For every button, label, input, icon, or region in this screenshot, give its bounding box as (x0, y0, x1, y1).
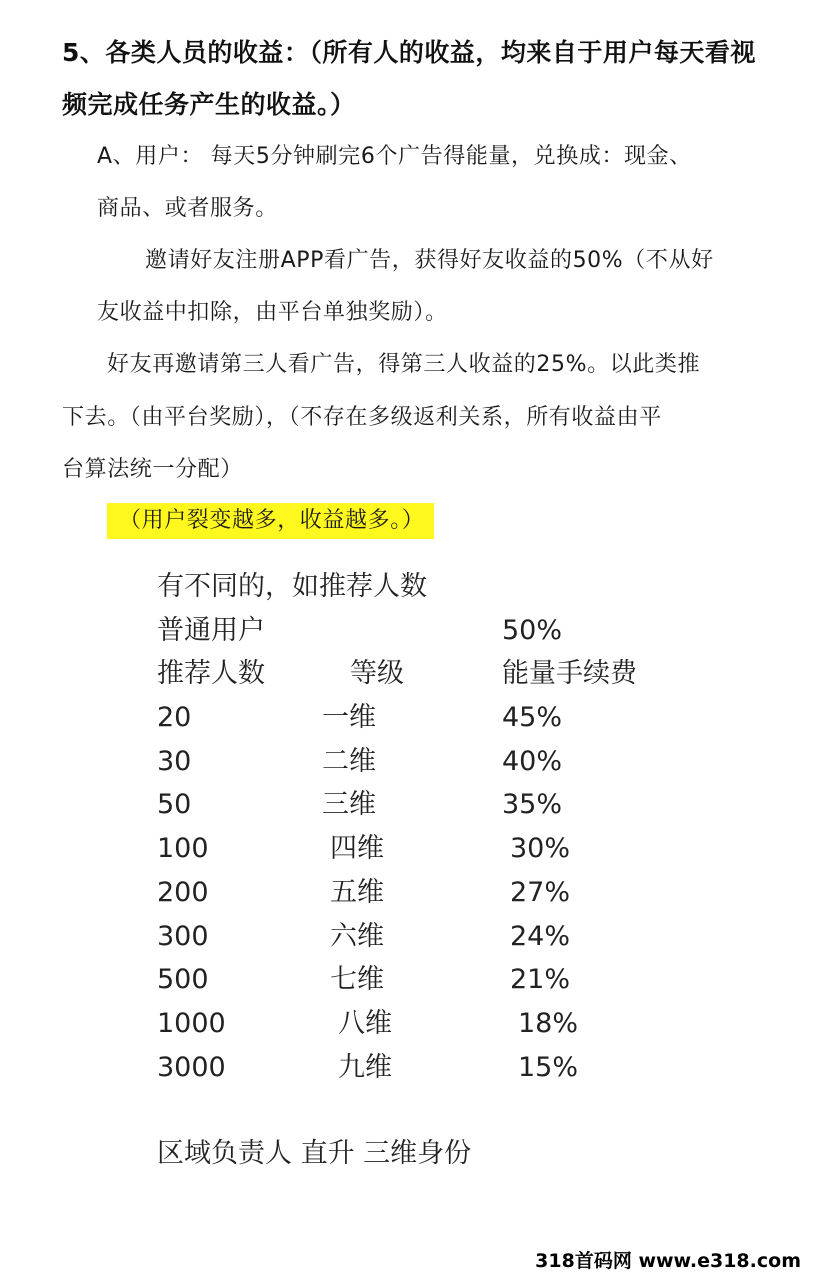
header-fee: 能量手续费 (502, 658, 637, 689)
row-level: 四维 (330, 833, 384, 864)
row-count: 1000 (157, 1008, 226, 1039)
row-fee: 45% (502, 702, 563, 733)
regional-manager-note: 区域负责人 直升 三维身份 (157, 1138, 472, 1169)
row-fee: 35% (502, 789, 563, 820)
site-watermark: 318首码网 www.e318.com (535, 1250, 801, 1272)
invite-benefit-line2: 友收益中扣除，由平台单独奖励）。 (97, 300, 448, 325)
row-count: 20 (157, 702, 192, 733)
row-fee: 21% (510, 964, 571, 995)
row-level: 一维 (322, 702, 376, 733)
row-level: 八维 (338, 1008, 392, 1039)
row-fee: 15% (518, 1052, 579, 1083)
row-level: 二维 (322, 746, 376, 777)
row-level: 六维 (330, 921, 384, 952)
row-fee: 27% (510, 877, 571, 908)
user-benefit-line2: 商品、或者服务。 (97, 196, 278, 221)
row-count: 30 (157, 746, 192, 777)
third-level-line2: 下去。（由平台奖励），（不存在多级返利关系，所有收益由平 (62, 405, 662, 430)
highlight-note: （用户裂变越多，收益越多。） (107, 503, 434, 539)
row-count: 50 (157, 789, 192, 820)
third-level-line3: 台算法统一分配） (62, 457, 243, 482)
row-count: 200 (157, 877, 209, 908)
header-count: 推荐人数 (157, 658, 265, 689)
row-count: 500 (157, 964, 209, 995)
invite-benefit-line1: 邀请好友注册APP看广告，获得好友收益的50%（不从好 (145, 248, 714, 273)
table-intro: 有不同的，如推荐人数 (157, 571, 427, 602)
row-fee: 40% (502, 746, 563, 777)
section-heading-line2: 频完成任务产生的收益。） (62, 90, 356, 119)
row-count: 100 (157, 833, 209, 864)
row-fee: 30% (510, 833, 571, 864)
header-level: 等级 (350, 658, 404, 689)
third-level-line1: 好友再邀请第三人看广告，得第三人收益的25%。以此类推 (107, 352, 701, 377)
section-heading-line1: 5、各类人员的收益：（所有人的收益，均来自于用户每天看视 (62, 38, 756, 67)
normal-user-label: 普通用户 (157, 615, 265, 646)
row-count: 3000 (157, 1052, 226, 1083)
normal-user-value: 50% (502, 615, 563, 646)
row-fee: 18% (518, 1008, 579, 1039)
user-benefit-line1: A、用户： 每天5分钟刷完6个广告得能量，兑换成：现金、 (97, 144, 692, 169)
row-level: 五维 (330, 877, 384, 908)
row-level: 九维 (338, 1052, 392, 1083)
row-level: 三维 (322, 789, 376, 820)
row-level: 七维 (330, 964, 384, 995)
row-count: 300 (157, 921, 209, 952)
row-fee: 24% (510, 921, 571, 952)
